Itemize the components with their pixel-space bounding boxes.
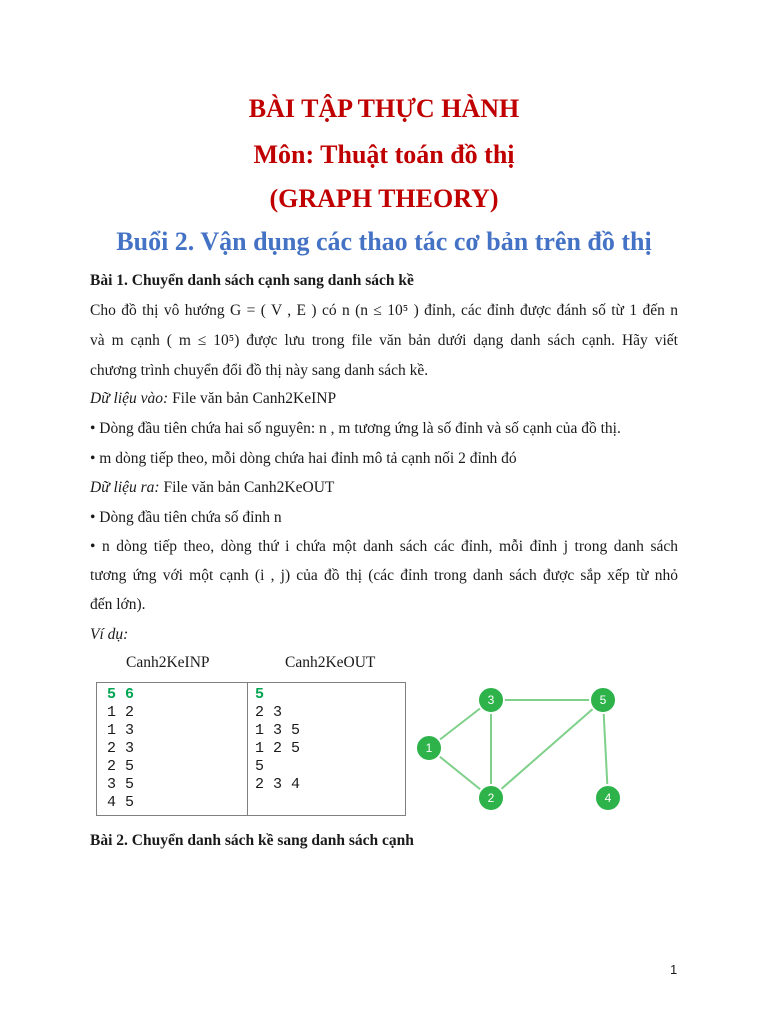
exercise1-heading: Bài 1. Chuyển danh sách cạnh sang danh sách kề <box>90 272 414 289</box>
output-line: 5 <box>255 758 265 775</box>
output-line: 1 3 5 <box>255 722 301 739</box>
output-line: 5 <box>255 686 265 703</box>
exercise1-paragraph-line2: và m cạnh ( m ≤ 10⁵) được lưu trong file văn bản dưới dạng danh sách cạnh. Hãy viết <box>90 332 678 349</box>
example-io-table <box>96 682 406 816</box>
output-line: 2 3 <box>255 704 283 721</box>
input-filename-text: File văn bản Canh2KeINP <box>168 390 337 407</box>
output-bullet-2-line3: đến lớn). <box>90 596 146 613</box>
graph-node-label: 5 <box>599 693 607 707</box>
graph-edge-2-5 <box>491 700 603 798</box>
output-file-label: Canh2KeOUT <box>285 654 376 671</box>
output-line: 2 3 4 <box>255 776 301 793</box>
exercise1-paragraph-line3: chương trình chuyển đổi đồ thị này sang danh sách kề. <box>90 362 429 379</box>
input-label: Dữ liệu vào: <box>90 390 169 407</box>
input-line: 2 3 <box>107 740 135 757</box>
document-title: BÀI TẬP THỰC HÀNH <box>248 94 520 123</box>
input-line: 2 5 <box>107 758 135 775</box>
course-name-english: (GRAPH THEORY) <box>269 184 499 213</box>
session-title: Buổi 2. Vận dụng các thao tác cơ bản trên đồ thị <box>116 227 652 256</box>
output-bullet-1: • Dòng đầu tiên chứa số đỉnh n <box>90 509 282 526</box>
output-label: Dữ liệu ra: <box>90 479 160 496</box>
exercise1-paragraph-line1: Cho đồ thị vô hướng G = ( V , E ) có n (n ≤ 10⁵ ) đỉnh, các đỉnh được đánh số từ 1 đến n <box>90 302 678 319</box>
input-line: 1 2 <box>107 704 135 721</box>
input-line: 3 5 <box>107 776 135 793</box>
output-line: 1 2 5 <box>255 740 301 757</box>
output-bullet-2-line1: • n dòng tiếp theo, dòng thứ i chứa một danh sách các đỉnh, mỗi đỉnh j trong danh sách <box>90 538 678 555</box>
input-line: 1 3 <box>107 722 135 739</box>
graph-node-label: 3 <box>487 693 495 707</box>
example-graph <box>400 672 650 832</box>
input-example-column <box>107 686 134 812</box>
input-bullet-1: • Dòng đầu tiên chứa hai số nguyên: n , m tương ứng là số đỉnh và số cạnh của đồ thị. <box>90 420 621 437</box>
input-spec <box>90 389 678 409</box>
graph-node-label: 1 <box>425 741 433 755</box>
graph-node-label: 4 <box>604 791 612 805</box>
output-example-column <box>255 686 300 794</box>
example-label: Ví dụ: <box>90 626 129 643</box>
page-number: 1 <box>670 962 678 977</box>
output-filename-text: File văn bản Canh2KeOUT <box>159 479 335 496</box>
input-bullet-2: • m dòng tiếp theo, mỗi dòng chứa hai đỉnh mô tả cạnh nối 2 đỉnh đó <box>90 450 517 467</box>
input-file-label: Canh2KeINP <box>126 654 210 671</box>
table-divider <box>247 683 248 815</box>
exercise2-heading: Bài 2. Chuyển danh sách kề sang danh sách cạnh <box>90 832 414 849</box>
graph-node-label: 2 <box>487 791 495 805</box>
input-line: 4 5 <box>107 794 135 811</box>
course-name: Môn: Thuật toán đồ thị <box>253 140 515 169</box>
input-line: 5 6 <box>107 686 135 703</box>
graph-edge-4-5 <box>603 700 608 798</box>
output-spec <box>90 478 678 498</box>
output-bullet-2-line2: tương ứng với một cạnh (i , j) của đồ thị (các đỉnh trong danh sách được sắp xếp từ nhỏ <box>90 567 678 584</box>
